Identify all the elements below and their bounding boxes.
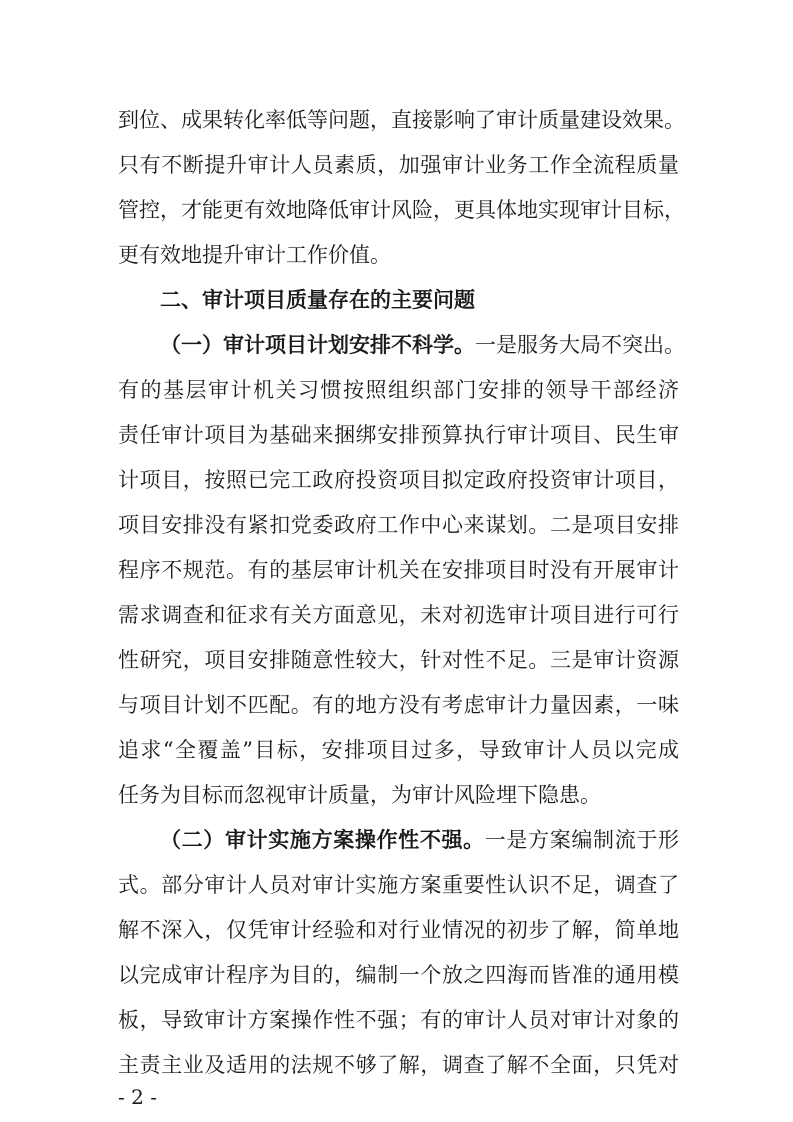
paragraph-line: 只有不断提升审计人员素质，加强审计业务工作全流程质量: [118, 153, 679, 177]
paragraph-line: 以完成审计程序为目的，编制一个放之四海而皆准的通用模: [118, 963, 679, 987]
paragraph-line: 与项目计划不匹配。有的地方没有考虑审计力量因素，一味: [118, 693, 679, 717]
paragraph-text: 一是方案编制流于形: [484, 828, 679, 852]
paragraph-line: 程序不规范。有的基层审计机关在安排项目时没有开展审计: [118, 558, 679, 582]
paragraph-line: 管控，才能更有效地降低审计风险，更具体地实现审计目标，: [118, 198, 685, 222]
subsection-first-line: [160, 820, 679, 860]
paragraph-line: 主责主业及适用的法规不够了解，调查了解不全面，只凭对: [118, 1053, 679, 1077]
paragraph-line: 更有效地提升审计工作价值。: [118, 243, 391, 267]
subsection-first-line: [160, 325, 685, 365]
paragraph-line: 任务为目标而忽视审计质量，为审计风险埋下隐患。: [118, 783, 601, 807]
paragraph-line: 追求“全覆盖”目标，安排项目过多，导致审计人员以完成: [118, 738, 679, 762]
page-number: - 2 -: [118, 1085, 157, 1109]
paragraph-text: 一是服务大局不突出。: [475, 333, 685, 357]
paragraph-line: 项目安排没有紧扣党委政府工作中心来谋划。二是项目安排: [118, 513, 679, 537]
paragraph-line: 计项目，按照已完工政府投资项目拟定政府投资审计项目，: [118, 468, 679, 492]
subsection-heading: （二）审计实施方案操作性不强。: [160, 828, 485, 852]
paragraph-line: 解不深入，仅凭审计经验和对行业情况的初步了解，简单地: [118, 918, 679, 942]
section-heading: 二、审计项目质量存在的主要问题: [160, 288, 475, 312]
paragraph-line: 式。部分审计人员对审计实施方案重要性认识不足，调查了: [118, 873, 679, 897]
paragraph-line: 板，导致审计方案操作性不强；有的审计人员对审计对象的: [118, 1008, 679, 1032]
subsection-heading: （一）审计项目计划安排不科学。: [160, 333, 475, 357]
paragraph-line: 到位、成果转化率低等问题，直接影响了审计质量建设效果。: [118, 108, 685, 132]
paragraph-line: 性研究，项目安排随意性较大，针对性不足。三是审计资源: [118, 648, 679, 672]
paragraph-line: 有的基层审计机关习惯按照组织部门安排的领导干部经济: [118, 378, 679, 402]
paragraph-line: 责任审计项目为基础来捆绑安排预算执行审计项目、民生审: [118, 423, 679, 447]
paragraph-line: 需求调查和征求有关方面意见，未对初选审计项目进行可行: [118, 603, 679, 627]
